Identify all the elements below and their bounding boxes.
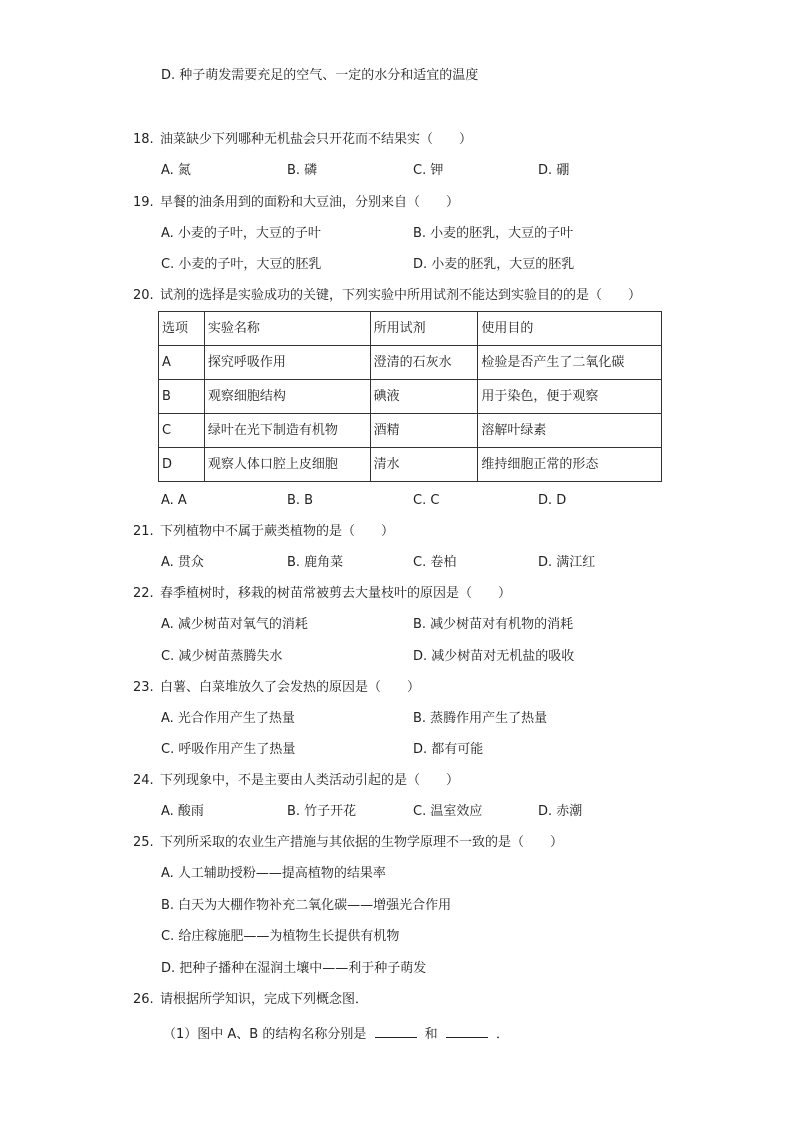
table-cell: B — [159, 380, 205, 414]
subquestion-suffix: ． — [495, 1027, 509, 1042]
option-d: D. 赤潮 — [538, 804, 583, 819]
table-cell: 绿叶在光下制造有机物 — [204, 414, 370, 448]
table-cell: A — [159, 346, 205, 380]
option-d: D. 满江红 — [538, 555, 596, 570]
option-a: A. 氮 — [161, 163, 191, 178]
question-number: 21. — [133, 524, 154, 539]
table-cell: 澄清的石灰水 — [370, 346, 478, 380]
option-b: B. 鹿角菜 — [287, 555, 344, 570]
option-c: C. 卷柏 — [413, 555, 457, 570]
table-cell: 酒精 — [370, 414, 478, 448]
table-cell: 探究呼吸作用 — [204, 346, 370, 380]
option-c: C. C — [413, 493, 440, 508]
table-header: 使用目的 — [478, 312, 662, 346]
option-c: C. 呼吸作用产生了热量 — [161, 742, 296, 757]
table-cell: 维持细胞正常的形态 — [478, 448, 662, 482]
q17-option-d: D. 种子萌发需要充足的空气、一定的水分和适宜的温度 — [161, 68, 479, 83]
option-d: D. 减少树苗对无机盐的吸收 — [413, 649, 575, 664]
experiment-table — [158, 311, 662, 482]
question-number: 18. — [133, 132, 154, 147]
option-c: C. 钾 — [413, 163, 444, 178]
question-text: 下列所采取的农业生产措施与其依据的生物学原理不一致的是（ ） — [160, 835, 564, 850]
option-b: B. B — [287, 493, 314, 508]
question-number: 26. — [133, 992, 154, 1007]
question-text: 早餐的油条用到的面粉和大豆油，分别来自（ ） — [160, 195, 460, 210]
option-a: A. A — [161, 493, 187, 508]
question-number: 20. — [133, 288, 154, 303]
question-number: 23. — [133, 680, 154, 695]
table-cell: 观察人体口腔上皮细胞 — [204, 448, 370, 482]
option-c: C. 给庄稼施肥——为植物生长提供有机物 — [161, 929, 400, 944]
option-d: D. 把种子播种在湿润土壤中——利于种子萌发 — [161, 961, 427, 976]
question-text: 试剂的选择是实验成功的关键，下列实验中所用试剂不能达到实验目的的是（ ） — [160, 288, 642, 303]
option-a: A. 贯众 — [161, 555, 204, 570]
answer-blank-a[interactable] — [375, 1025, 417, 1038]
table-cell: 观察细胞结构 — [204, 380, 370, 414]
table-cell: 碘液 — [370, 380, 478, 414]
table-header: 实验名称 — [204, 312, 370, 346]
option-d: D. 硼 — [538, 163, 570, 178]
option-a: A. 减少树苗对氧气的消耗 — [161, 617, 308, 632]
option-b: B. 白天为大棚作物补充二氧化碳——增强光合作用 — [161, 898, 452, 913]
table-row — [159, 380, 662, 414]
option-b: B. 小麦的胚乳，大豆的子叶 — [413, 226, 574, 241]
table-cell: 检验是否产生了二氧化碳 — [478, 346, 662, 380]
question-number: 24. — [133, 773, 154, 788]
q26-subquestion-1 — [163, 1025, 509, 1041]
option-b: B. 磷 — [287, 163, 318, 178]
table-cell: 清水 — [370, 448, 478, 482]
option-c: C. 减少树苗蒸腾失水 — [161, 649, 283, 664]
table-header: 所用试剂 — [370, 312, 478, 346]
table-cell: 用于染色，便于观察 — [478, 380, 662, 414]
table-row — [159, 414, 662, 448]
table-cell: 溶解叶绿素 — [478, 414, 662, 448]
question-text: 下列植物中不属于蕨类植物的是（ ） — [160, 524, 395, 539]
table-row — [159, 346, 662, 380]
option-b: B. 蒸腾作用产生了热量 — [413, 711, 548, 726]
option-a: A. 光合作用产生了热量 — [161, 711, 295, 726]
question-text: 白薯、白菜堆放久了会发热的原因是（ ） — [160, 680, 421, 695]
option-c: C. 小麦的子叶，大豆的胚乳 — [161, 257, 322, 272]
question-number: 22. — [133, 586, 154, 601]
option-a: A. 人工辅助授粉——提高植物的结果率 — [161, 866, 386, 881]
question-number: 19. — [133, 195, 154, 210]
option-b: B. 竹子开花 — [287, 804, 357, 819]
table-cell: C — [159, 414, 205, 448]
subquestion-prefix: （1）图中 A、B 的结构名称分别是 — [163, 1027, 367, 1042]
option-a: A. 小麦的子叶，大豆的子叶 — [161, 226, 321, 241]
table-header-row — [159, 312, 662, 346]
subquestion-middle: 和 — [424, 1027, 438, 1042]
option-d: D. D — [538, 493, 567, 508]
question-text: 春季植树时，移栽的树苗常被剪去大量枝叶的原因是（ ） — [160, 586, 512, 601]
question-text: 下列现象中，不是主要由人类活动引起的是（ ） — [160, 773, 460, 788]
question-number: 25. — [133, 835, 154, 850]
table-header: 选项 — [159, 312, 205, 346]
question-text: 油菜缺少下列哪种无机盐会只开花而不结果实（ ） — [160, 132, 473, 147]
answer-blank-b[interactable] — [446, 1025, 488, 1038]
option-a: A. 酸雨 — [161, 804, 204, 819]
table-cell: D — [159, 448, 205, 482]
option-d: D. 都有可能 — [413, 742, 484, 757]
table-row — [159, 448, 662, 482]
option-c: C. 温室效应 — [413, 804, 483, 819]
question-text: 请根据所学知识，完成下列概念图． — [160, 992, 369, 1007]
option-d: D. 小麦的胚乳，大豆的胚乳 — [413, 257, 575, 272]
option-b: B. 减少树苗对有机物的消耗 — [413, 617, 574, 632]
